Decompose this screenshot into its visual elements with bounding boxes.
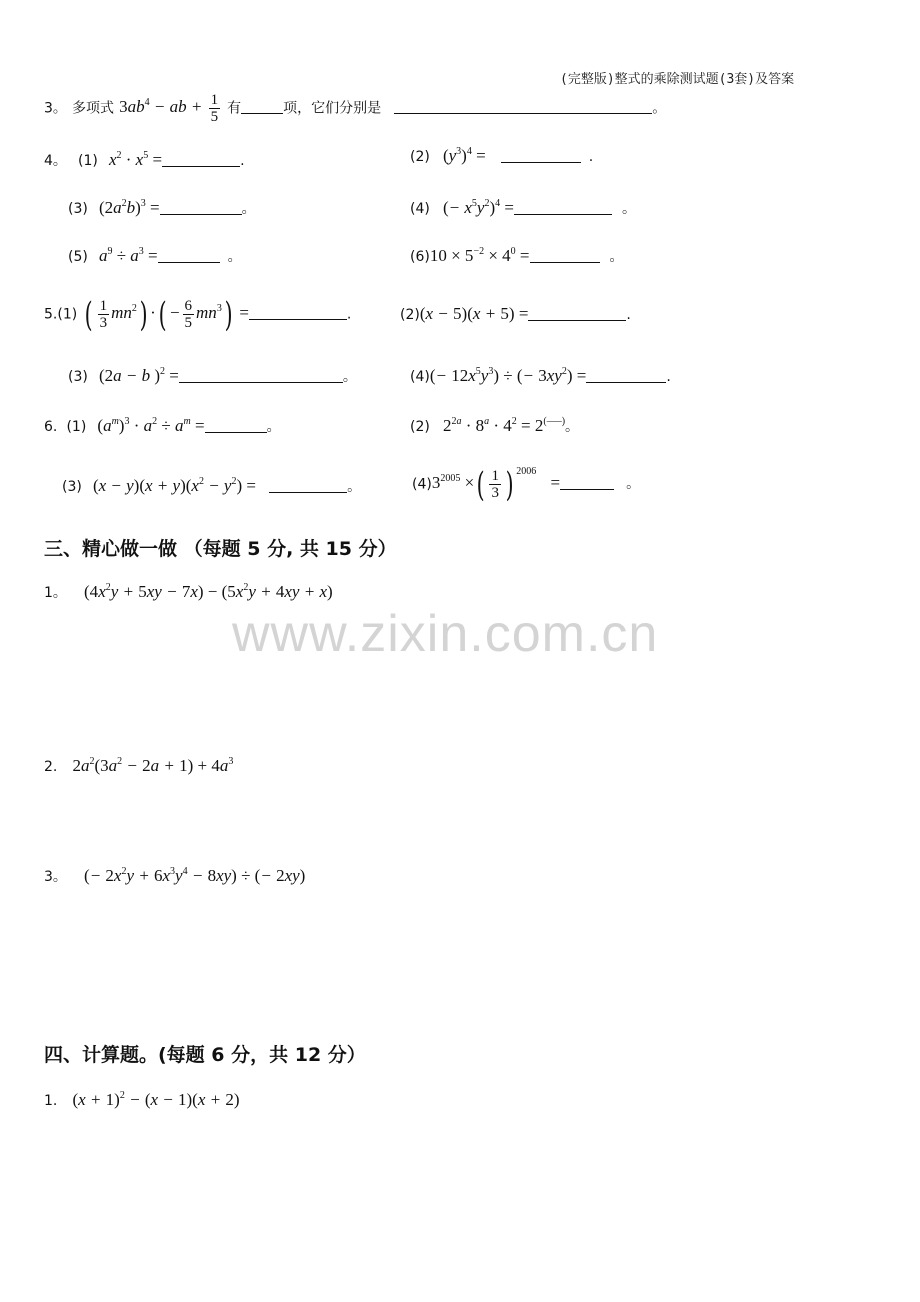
answer-blank[interactable] xyxy=(560,475,614,490)
question-6-item-1: 6. (1) $(a^m)^3 \cdot a^2 \div a^m$ = 。 xyxy=(44,416,281,435)
math-expression: $2a^2(3a^2 - 2a + 1) + 4a^3$ xyxy=(72,756,234,775)
math-expression: (2a − b )$^2$ = xyxy=(98,366,179,385)
question-5-item-3: (3) (2a − b )$^2$ = 。 xyxy=(68,366,357,385)
math-expression: ( $\frac{1}{3}$ $mn^2$) ·( − $\frac{6}{5}$ $mn^3$) = xyxy=(84,294,249,335)
answer-blank[interactable] xyxy=(528,306,626,321)
math-expression: $(2a^2b)^3$ = xyxy=(98,198,160,217)
question-4-item-4: (4) (− $x^5y^2)^4$ = 。 xyxy=(410,198,636,217)
answer-blank[interactable] xyxy=(241,99,283,114)
math-expression: (− $2x^2y + 6x^3y^4 - 8xy$) ÷ (− 2xy) xyxy=(84,866,306,885)
answer-blank[interactable] xyxy=(394,99,652,114)
math-expression: $2^{2a} \cdot 8^a \cdot 4^2 = 2^{(‒‒‒)}$ xyxy=(442,416,566,435)
math-expression: $x^2 \cdot x^5$ = xyxy=(108,150,163,169)
question-6-item-4: $(4)3^{2005}$ ×( $\frac{1}{3}$ ) $^{2006}$ = 。 xyxy=(412,464,641,505)
page-header: (完整版)整式的乘除测试题(3套)及答案 xyxy=(560,72,795,87)
math-expression: $10 \times 5^{-2} \times 4^0$ = xyxy=(429,246,530,265)
watermark: www.zixin.com.cn xyxy=(232,605,659,663)
answer-blank[interactable] xyxy=(179,368,343,383)
answer-blank[interactable] xyxy=(162,152,240,167)
math-expression: $(x + 1)^2 - (x - 1)(x + 2)$ xyxy=(72,1090,240,1109)
section-3-problem-2: 2. $2a^2(3a^2 - 2a + 1) + 4a^3$ xyxy=(44,756,234,775)
question-text: 多项式 xyxy=(72,100,115,117)
answer-blank[interactable] xyxy=(501,148,581,163)
question-4-item-3: (3) $(2a^2b)^3$ = 。 xyxy=(68,198,256,217)
question-5-item-2: (2)(x − 5)(x + 5) = . xyxy=(400,304,631,323)
math-expression: (− $x^5y^2)^4$ = xyxy=(442,198,514,217)
math-expression: $(4x^2y + 5xy - 7x) - (5x^2y + 4xy + x)$ xyxy=(84,582,333,601)
question-number: 3。 xyxy=(44,100,67,117)
math-expression: (x − 5)(x + 5) = xyxy=(419,304,529,323)
section-3-problem-1: 1。 $(4x^2y + 5xy - 7x) - (5x^2y + 4xy + x)$ xyxy=(44,582,333,601)
answer-blank[interactable] xyxy=(158,248,220,263)
question-4-item-1: 4。 (1) $x^2 \cdot x^5$ = . xyxy=(44,150,245,169)
section-3-title: 三、精心做一做 （每题 5 分, 共 15 分） xyxy=(44,538,397,560)
section-4-problem-1: 1. $(x + 1)^2 - (x - 1)(x + 2)$ xyxy=(44,1090,240,1109)
math-expression: $(a^m)^3 \cdot a^2 \div a^m$ = xyxy=(97,416,205,435)
section-4-title: 四、计算题。(每题 6 分，共 12 分） xyxy=(44,1044,366,1066)
answer-blank[interactable] xyxy=(160,200,242,215)
math-expression: $3ab^4$ − ab + $\frac{1}{5}$ xyxy=(119,92,219,125)
question-6-item-3: (3) $(x - y)(x + y)(x^2 - y^2)$ = 。 xyxy=(62,476,362,495)
math-expression: $(y^3)^4$ = xyxy=(442,146,486,165)
question-6-item-2: (2) $2^{2a} \cdot 8^a \cdot 4^2 = 2^{(‒‒‒)}$。 xyxy=(410,416,580,435)
question-5-item-1: 5.(1) ( $\frac{1}{3}$ $mn^2$) ·( − $\frac{6}{5}$ $mn^3$) = . xyxy=(44,294,352,335)
section-3-problem-3: 3。 (− $2x^2y + 6x^3y^4 - 8xy$) ÷ (− 2xy) xyxy=(44,866,306,885)
answer-blank[interactable] xyxy=(205,418,267,433)
question-4-item-5: (5) $a^9 \div a^3$ = 。 xyxy=(68,246,242,265)
answer-blank[interactable] xyxy=(249,305,347,320)
math-expression: (− $12x^5y^3$) ÷ (− $3xy^2$) = xyxy=(429,366,587,385)
math-expression: $3^{2005}$ ×( $\frac{1}{3}$ ) $^{2006}$ = xyxy=(431,464,561,505)
answer-blank[interactable] xyxy=(269,478,347,493)
answer-blank[interactable] xyxy=(514,200,612,215)
question-5-item-4: $(4)(- 12x^5y^3)$ ÷ (− $3xy^2$) = . xyxy=(410,366,671,385)
question-3: 3。 多项式 $3ab^4$ − ab + $\frac{1}{5}$ 有 项，它们分别是 。 xyxy=(44,92,667,125)
answer-blank[interactable] xyxy=(530,248,600,263)
question-4-item-2: (2) $(y^3)^4$ = . xyxy=(410,146,594,165)
answer-blank[interactable] xyxy=(586,368,666,383)
question-4-item-6: $(6)10 \times 5^{-2} \times 4^0$ = 。 xyxy=(410,246,624,265)
math-expression: $a^9 \div a^3$ = xyxy=(98,246,158,265)
math-expression: $(x - y)(x + y)(x^2 - y^2)$ = xyxy=(92,476,256,495)
